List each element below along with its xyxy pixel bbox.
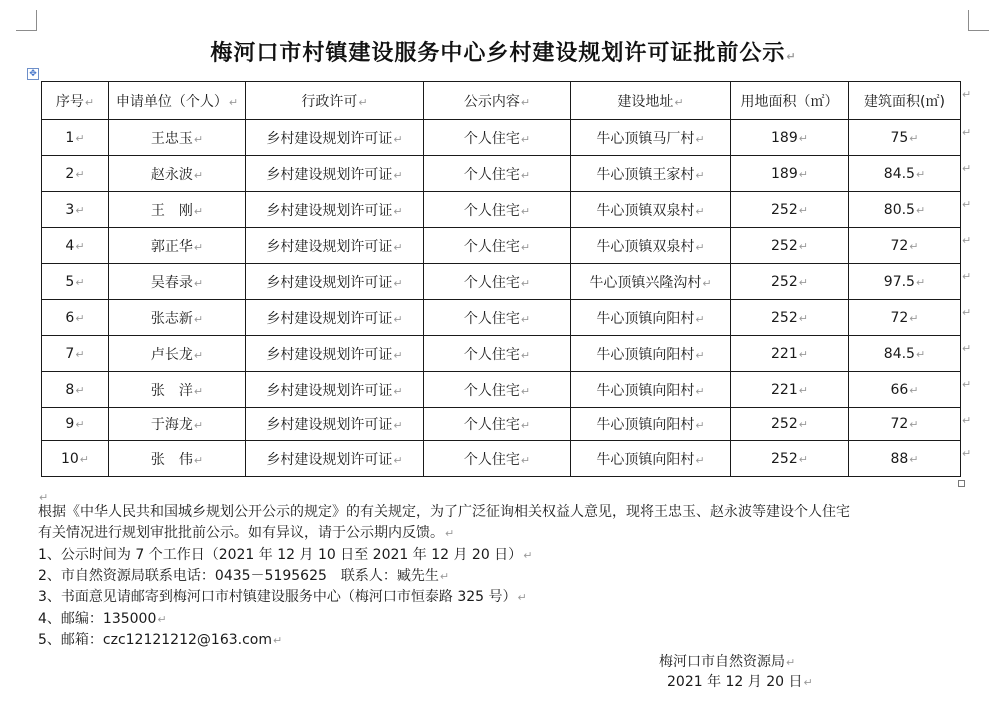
row-end-mark: ↵ (962, 446, 972, 460)
cell-address: 牛心顶镇马厂村↵ (571, 120, 731, 156)
cell-applicant: 张 洋↵ (109, 372, 246, 408)
cell-applicant: 王忠玉↵ (109, 120, 246, 156)
row-end-mark: ↵ (962, 161, 972, 175)
cell-content: 个人住宅↵ (424, 300, 571, 336)
row-end-mark: ↵ (962, 377, 972, 391)
header-cell-building-area: 建筑面积(㎡) (849, 82, 961, 120)
notice-item-3: 3、书面意见请邮寄到梅河口市村镇建设服务中心（梅河口市恒泰路 325 号）↵ (38, 589, 527, 605)
row-end-mark: ↵ (962, 125, 972, 139)
document-title: 梅河口市村镇建设服务中心乡村建设规划许可证批前公示↵ (210, 41, 797, 66)
cell-permit: 乡村建设规划许可证↵ (246, 441, 424, 477)
header-cell-land-area: 用地面积（㎡） (731, 82, 849, 120)
cell-land-area: 252↵ (731, 228, 849, 264)
cell-index: 8↵ (42, 372, 109, 408)
notice-item-2: 2、市自然资源局联系电话：0435－5195625 联系人：臧先生↵ (38, 568, 450, 584)
cell-permit: 乡村建设规划许可证↵ (246, 336, 424, 372)
table-row (42, 372, 961, 408)
cell-index: 3↵ (42, 192, 109, 228)
crop-mark-top-right (968, 10, 989, 31)
cell-applicant: 张志新↵ (109, 300, 246, 336)
cell-permit: 乡村建设规划许可证↵ (246, 120, 424, 156)
cell-land-area: 189↵ (731, 156, 849, 192)
signature-date: 2021 年 12 月 20 日↵ (667, 674, 813, 690)
cell-applicant: 吴春录↵ (109, 264, 246, 300)
cell-address: 牛心顶镇王家村↵ (571, 156, 731, 192)
cell-applicant: 郭正华↵ (109, 228, 246, 264)
cell-building-area: 72↵ (849, 300, 961, 336)
cell-content: 个人住宅↵ (424, 264, 571, 300)
cell-content: 个人住宅↵ (424, 156, 571, 192)
header-cell-index: 序号↵ (42, 82, 109, 120)
table-row (42, 408, 961, 441)
cell-building-area: 88↵ (849, 441, 961, 477)
row-end-mark: ↵ (962, 269, 972, 283)
cell-address: 牛心顶镇向阳村↵ (571, 408, 731, 441)
notice-item-1: 1、公示时间为 7 个工作日（2021 年 12 月 10 日至 2021 年 12 月 20 日）↵ (38, 547, 533, 563)
blank-paragraph: ↵ (39, 491, 49, 504)
cell-applicant: 卢长龙↵ (109, 336, 246, 372)
cell-building-area: 75↵ (849, 120, 961, 156)
permit-table (41, 81, 961, 477)
cell-permit: 乡村建设规划许可证↵ (246, 408, 424, 441)
cell-building-area: 66↵ (849, 372, 961, 408)
table-row (42, 156, 961, 192)
cell-land-area: 252↵ (731, 264, 849, 300)
cell-address: 牛心顶镇兴隆沟村↵ (571, 264, 731, 300)
row-end-mark: ↵ (962, 305, 972, 319)
cell-land-area: 221↵ (731, 336, 849, 372)
cell-index: 10↵ (42, 441, 109, 477)
cell-land-area: 252↵ (731, 192, 849, 228)
cell-index: 2↵ (42, 156, 109, 192)
cell-index: 1↵ (42, 120, 109, 156)
cell-applicant: 王 刚↵ (109, 192, 246, 228)
cell-address: 牛心顶镇向阳村↵ (571, 372, 731, 408)
cell-index: 6↵ (42, 300, 109, 336)
table-move-handle-icon[interactable]: ✥ (27, 68, 39, 80)
cell-land-area: 252↵ (731, 441, 849, 477)
cell-land-area: 221↵ (731, 372, 849, 408)
notice-paragraph-line-2: 有关情况进行规划审批批前公示。如有异议，请于公示期内反馈。↵ (38, 525, 455, 541)
cell-permit: 乡村建设规划许可证↵ (246, 192, 424, 228)
cell-address: 牛心顶镇向阳村↵ (571, 336, 731, 372)
header-cell-address: 建设地址↵ (571, 82, 731, 120)
cell-content: 个人住宅↵ (424, 372, 571, 408)
row-end-mark: ↵ (962, 87, 972, 101)
cell-permit: 乡村建设规划许可证↵ (246, 372, 424, 408)
cell-address: 牛心顶镇双泉村↵ (571, 228, 731, 264)
row-end-mark: ↵ (962, 197, 972, 211)
signature-org: 梅河口市自然资源局↵ (659, 654, 796, 670)
table-row (42, 441, 961, 477)
table-header-row (42, 82, 961, 120)
cell-building-area: 84.5↵ (849, 156, 961, 192)
table-resize-handle[interactable] (958, 480, 965, 487)
cell-building-area: 72↵ (849, 408, 961, 441)
cell-applicant: 赵永波↵ (109, 156, 246, 192)
table-row (42, 192, 961, 228)
cell-index: 7↵ (42, 336, 109, 372)
cell-content: 个人住宅↵ (424, 441, 571, 477)
cell-building-area: 72↵ (849, 228, 961, 264)
cell-content: 个人住宅↵ (424, 336, 571, 372)
table-row (42, 300, 961, 336)
cell-content: 个人住宅↵ (424, 120, 571, 156)
cell-applicant: 于海龙↵ (109, 408, 246, 441)
cell-permit: 乡村建设规划许可证↵ (246, 264, 424, 300)
row-end-mark: ↵ (962, 341, 972, 355)
header-cell-applicant: 申请单位（个人）↵ (109, 82, 246, 120)
cell-land-area: 189↵ (731, 120, 849, 156)
row-end-mark: ↵ (962, 233, 972, 247)
cell-index: 5↵ (42, 264, 109, 300)
cell-building-area: 80.5↵ (849, 192, 961, 228)
cell-land-area: 252↵ (731, 408, 849, 441)
cell-address: 牛心顶镇向阳村↵ (571, 300, 731, 336)
cell-index: 4↵ (42, 228, 109, 264)
cell-land-area: 252↵ (731, 300, 849, 336)
row-end-mark: ↵ (962, 413, 972, 427)
cell-permit: 乡村建设规划许可证↵ (246, 156, 424, 192)
header-cell-permit: 行政许可↵ (246, 82, 424, 120)
cell-address: 牛心顶镇双泉村↵ (571, 192, 731, 228)
notice-item-5: 5、邮箱：czc12121212@163.com↵ (38, 632, 283, 648)
cell-permit: 乡村建设规划许可证↵ (246, 300, 424, 336)
cell-building-area: 97.5↵ (849, 264, 961, 300)
notice-item-4: 4、邮编：135000↵ (38, 611, 167, 627)
cell-applicant: 张 伟↵ (109, 441, 246, 477)
cell-permit: 乡村建设规划许可证↵ (246, 228, 424, 264)
table-row (42, 120, 961, 156)
crop-mark-top-left (16, 10, 37, 31)
table-row (42, 264, 961, 300)
cell-building-area: 84.5↵ (849, 336, 961, 372)
table-row (42, 336, 961, 372)
cell-content: 个人住宅↵ (424, 192, 571, 228)
header-cell-content: 公示内容↵ (424, 82, 571, 120)
cell-index: 9↵ (42, 408, 109, 441)
cell-address: 牛心顶镇向阳村↵ (571, 441, 731, 477)
cell-content: 个人住宅↵ (424, 408, 571, 441)
cell-content: 个人住宅↵ (424, 228, 571, 264)
notice-paragraph-line-1: 根据《中华人民共和国城乡规划公开公示的规定》的有关规定，为了广泛征询相关权益人意见，现将王忠玉、赵永波等建设个人住宅 (38, 504, 850, 520)
table-row (42, 228, 961, 264)
